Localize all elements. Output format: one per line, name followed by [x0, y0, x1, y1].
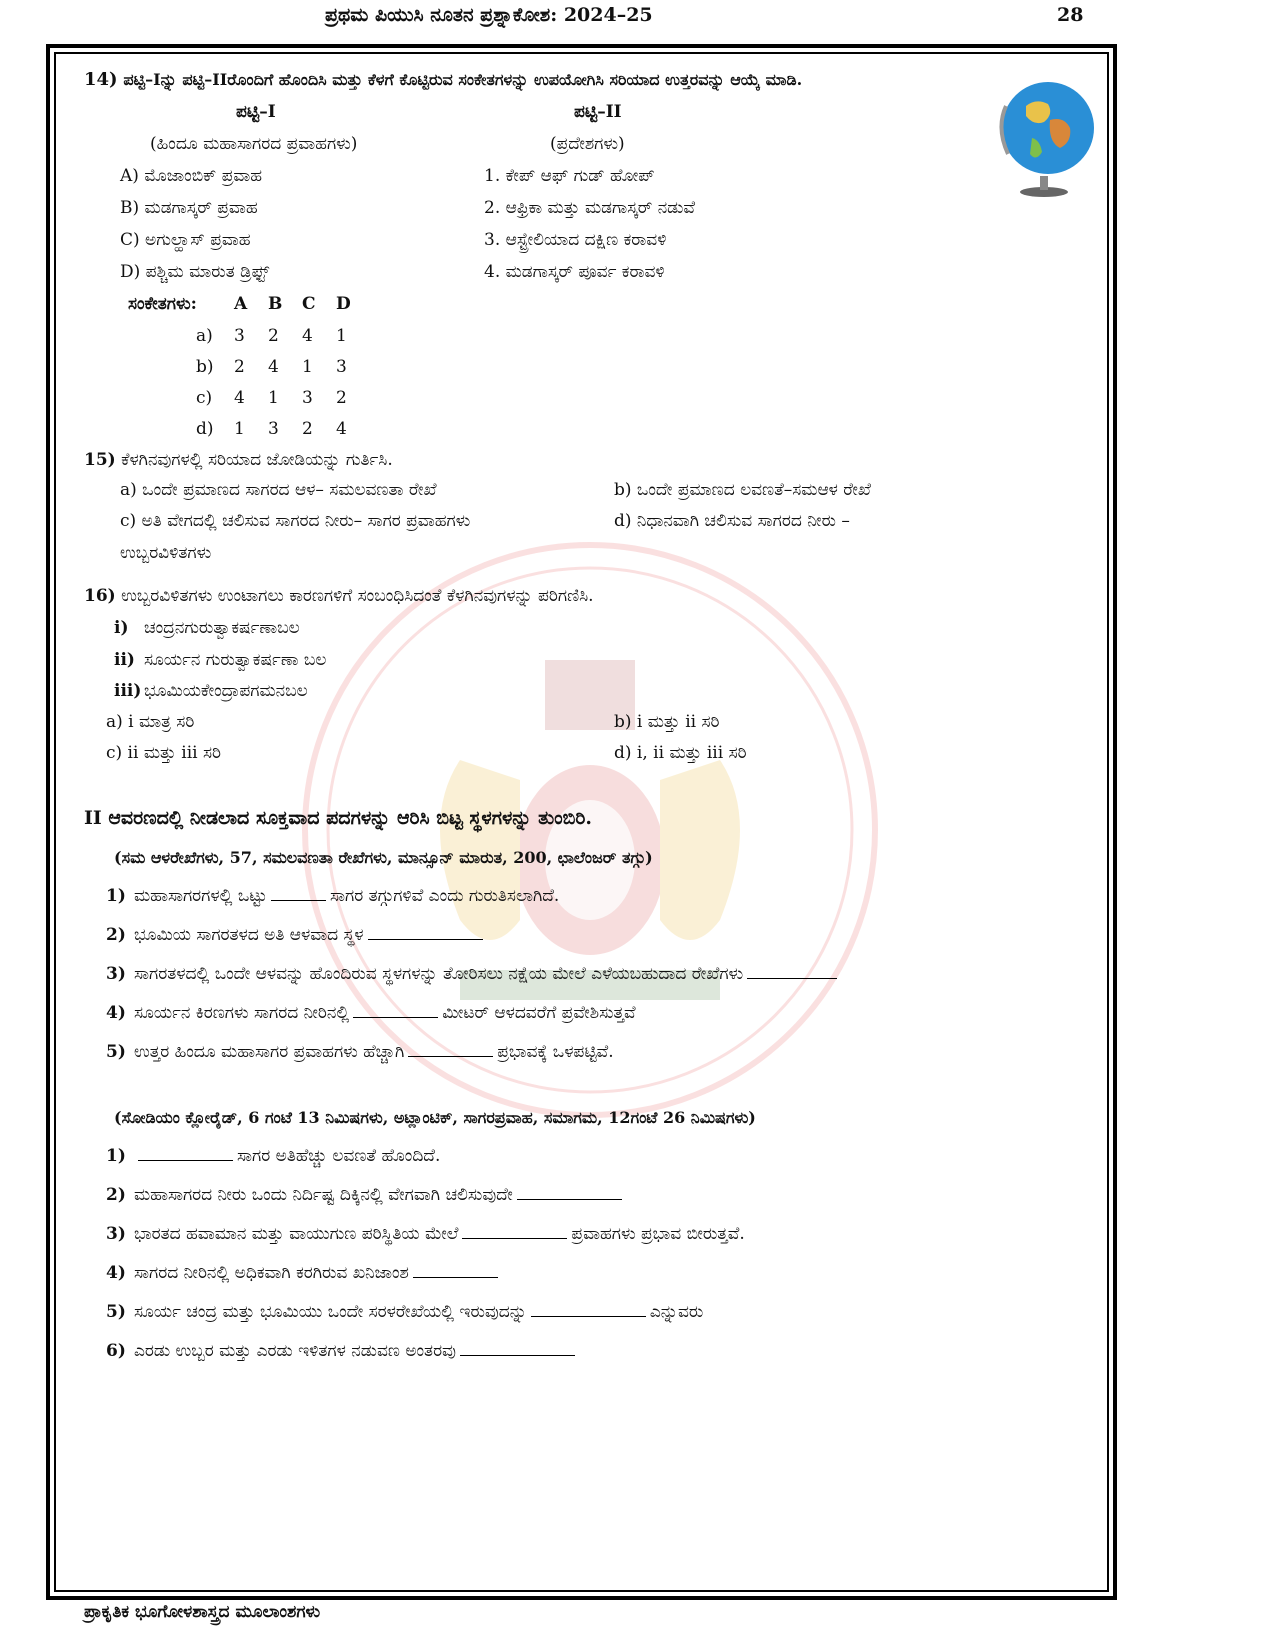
q16-statement: iii) ಭೂಮಿಯಕೇಂದ್ರಾಪಗಮನಬಲ: [114, 681, 308, 701]
list2-subtitle: (ಪ್ರದೇಶಗಳು): [550, 134, 625, 154]
q16-option-d: d) i, ii ಮತ್ತು iii ಸರಿ: [614, 743, 747, 763]
answer-blank[interactable]: [531, 1302, 646, 1317]
list1-item: C) ಅಗುಲ್ಹಾಸ್ ಪ್ರವಾಹ: [120, 230, 251, 250]
section-heading: II ಆವರಣದಲ್ಲಿ ನೀಡಲಾದ ಸೂಕ್ತವಾದ ಪದಗಳನ್ನು ಆರಿಸಿ ಬಿಟ್ಟ ಸ್ಥಳಗಳನ್ನು ತುಂಬಿರಿ.: [84, 807, 593, 829]
list2-item: 4. ಮಡಗಾಸ್ಕರ್ ಪೂರ್ವ ಕರಾವಳಿ: [484, 262, 665, 282]
answer-blank[interactable]: [368, 925, 483, 940]
question-number: 16): [84, 586, 116, 606]
answer-blank[interactable]: [408, 1042, 493, 1057]
answer-blank[interactable]: [462, 1224, 567, 1239]
q16-statement: ii) ಸೂರ್ಯನ ಗುರುತ್ವಾಕರ್ಷಣಾ ಬಲ: [114, 650, 327, 670]
answer-blank[interactable]: [460, 1341, 575, 1356]
fill-item: 5) ಸೂರ್ಯ ಚಂದ್ರ ಮತ್ತು ಭೂಮಿಯು ಒಂದೇ ಸರಳರೇಖೆಯಲ್ಲಿ ಇರುವುದನ್ನು ಎನ್ನುವರು: [106, 1302, 704, 1322]
fill-item: 1) ಸಾಗರ ಅತಿಹೆಚ್ಚು ಲವಣತೆ ಹೊಂದಿದೆ.: [106, 1146, 441, 1166]
codes-row: a) 3 2 4 1: [196, 326, 347, 346]
globe-icon: [988, 76, 1100, 198]
q15-option-d: d) ನಿಧಾನವಾಗಿ ಚಲಿಸುವ ಸಾಗರದ ನೀರು –: [614, 511, 850, 531]
question-number: 14): [84, 69, 118, 90]
fill-item: 2) ಭೂಮಿಯ ಸಾಗರತಳದ ಅತಿ ಆಳವಾದ ಸ್ಥಳ: [106, 923, 487, 947]
answer-blank[interactable]: [138, 1146, 233, 1161]
list1-item: B) ಮಡಗಾಸ್ಕರ್ ಪ್ರವಾಹ: [120, 198, 258, 218]
q15-option-b: b) ಒಂದೇ ಪ್ರಮಾಣದ ಲವಣತೆ–ಸಮಆಳ ರೇಖೆ: [614, 480, 871, 500]
list2-item: 1. ಕೇಪ್ ಆಫ್ ಗುಡ್ ಹೋಪ್: [484, 166, 655, 186]
question-text: ಉಬ್ಬರವಿಳಿತಗಳು ಉಂಟಾಗಲು ಕಾರಣಗಳಿಗೆ ಸಂಬಂಧಿಸಿದಂತೆ ಕೆಳಗಿನವುಗಳನ್ನು ಪರಿಗಣಿಸಿ.: [121, 586, 594, 606]
answer-blank[interactable]: [517, 1185, 622, 1200]
fill-item: 1) ಮಹಾಸಾಗರಗಳಲ್ಲಿ ಒಟ್ಟು ಸಾಗರ ತಗ್ಗುಗಳಿವೆ ಎಂದು ಗುರುತಿಸಲಾಗಿದೆ.: [106, 886, 560, 906]
codes-row: d) 1 3 2 4: [196, 419, 347, 439]
list1-item: A) ಮೊಜಾಂಬಿಕ್ ಪ್ರವಾಹ: [120, 166, 263, 186]
question-text: ಪಟ್ಟಿ–Iನ್ನು ಪಟ್ಟಿ–IIರೊಂದಿಗೆ ಹೊಂದಿಸಿ ಮತ್ತು ಕೆಳಗೆ ಕೊಟ್ಟಿರುವ ಸಂಕೇತಗಳನ್ನು ಉಪಯೋಗಿಸಿ ಸರಿಯಾದ ಉತ್ತರವನ್ನು ಆಯ್ಕೆ ಮಾಡಿ.: [123, 70, 803, 89]
q16-option-a: a) i ಮಾತ್ರ ಸರಿ: [106, 712, 195, 732]
list1-item: D) ಪಶ್ಚಿಮ ಮಾರುತ ಡ್ರಿಫ್ಟ್: [120, 262, 270, 282]
fill-item: 6) ಎರಡು ಉಬ್ಬರ ಮತ್ತು ಎರಡು ಇಳಿತಗಳ ನಡುವಣ ಅಂತರವು: [106, 1339, 579, 1363]
list2-item: 3. ಆಸ್ಟ್ರೇಲಿಯಾದ ದಕ್ಷಿಣ ಕರಾವಳಿ: [484, 230, 667, 250]
codes-label: ಸಂಕೇತಗಳು:: [128, 294, 197, 314]
q16-statement: i) ಚಂದ್ರನಗುರುತ್ವಾಕರ್ಷಣಾಬಲ: [114, 618, 300, 638]
answer-blank[interactable]: [271, 886, 326, 901]
q15-option-c: c) ಅತಿ ವೇಗದಲ್ಲಿ ಚಲಿಸುವ ಸಾಗರದ ನೀರು– ಸಾಗರ ಪ್ರವಾಹಗಳು: [120, 511, 471, 531]
word-bank-2: (ಸೋಡಿಯಂ ಕ್ಲೋರೈಡ್, 6 ಗಂಟೆ 13 ನಿಮಿಷಗಳು, ಅಟ್ಲಾಂಟಿಕ್, ಸಾಗರಪ್ರವಾಹ, ಸಮಾಗಮ, 12ಗಂಟೆ 26 ನಿಮಿಷಗಳು): [114, 1108, 756, 1127]
fill-item: 3) ಭಾರತದ ಹವಾಮಾನ ಮತ್ತು ವಾಯುಗುಣ ಪರಿಸ್ಥಿತಿಯ ಮೇಲೆ ಪ್ರವಾಹಗಳು ಪ್ರಭಾವ ಬೀರುತ್ತವೆ.: [106, 1224, 745, 1244]
q15-prompt: [84, 448, 393, 472]
q16-option-c: c) ii ಮತ್ತು iii ಸರಿ: [106, 743, 221, 763]
codes-header: A B C D: [234, 294, 351, 314]
q14-prompt: [84, 68, 802, 92]
q16-prompt: [84, 584, 594, 608]
page-number: 28: [1057, 4, 1084, 26]
list1-subtitle: (ಹಿಂದೂ ಮಹಾಸಾಗರದ ಪ್ರವಾಹಗಳು): [150, 134, 358, 154]
question-number: 15): [84, 450, 116, 470]
list1-title: ಪಟ್ಟಿ–I: [236, 102, 276, 122]
q16-option-b: b) i ಮತ್ತು ii ಸರಿ: [614, 712, 720, 732]
codes-row: c) 4 1 3 2: [196, 388, 347, 408]
q15-option-a: a) ಒಂದೇ ಪ್ರಮಾಣದ ಸಾಗರದ ಆಳ– ಸಮಲವಣತಾ ರೇಖೆ: [120, 480, 437, 500]
fill-item: 4) ಸಾಗರದ ನೀರಿನಲ್ಲಿ ಅಧಿಕವಾಗಿ ಕರಗಿರುವ ಖನಿಜಾಂಶ: [106, 1261, 502, 1285]
question-text: ಕೆಳಗಿನವುಗಳಲ್ಲಿ ಸರಿಯಾದ ಜೋಡಿಯನ್ನು ಗುರ್ತಿಸಿ.: [121, 450, 393, 470]
list2-item: 2. ಆಫ್ರಿಕಾ ಮತ್ತು ಮಡಗಾಸ್ಕರ್ ನಡುವೆ: [484, 198, 695, 218]
q15-option-d-continued: ಉಬ್ಬರವಿಳಿತಗಳು: [120, 543, 212, 563]
answer-blank[interactable]: [353, 1003, 438, 1018]
header-title: ಪ್ರಥಮ ಪಿಯುಸಿ ನೂತನ ಪ್ರಶ್ನಾಕೋಶ: 2024–25: [325, 4, 653, 26]
fill-item: 5) ಉತ್ತರ ಹಿಂದೂ ಮಹಾಸಾಗರ ಪ್ರವಾಹಗಳು ಹೆಚ್ಚಾಗಿ ಪ್ರಭಾವಕ್ಕೆ ಒಳಪಟ್ಟಿವೆ.: [106, 1042, 614, 1062]
page-footer: ಪ್ರಾಕೃತಿಕ ಭೂಗೋಳಶಾಸ್ತ್ರದ ಮೂಲಾಂಶಗಳು: [84, 1602, 321, 1622]
list2-title: ಪಟ್ಟಿ–II: [574, 102, 622, 122]
answer-blank[interactable]: [413, 1263, 498, 1278]
word-bank-1: (ಸಮ ಆಳರೇಖೆಗಳು, 57, ಸಮಲವಣತಾ ರೇಖೆಗಳು, ಮಾನ್ಸೂನ್ ಮಾರುತ, 200, ಛಾಲೆಂಜರ್ ತಗ್ಗು): [114, 848, 653, 867]
fill-item: 2) ಮಹಾಸಾಗರದ ನೀರು ಒಂದು ನಿರ್ದಿಷ್ಟ ದಿಕ್ಕಿನಲ್ಲಿ ವೇಗವಾಗಿ ಚಲಿಸುವುದೇ: [106, 1183, 626, 1207]
fill-item: 3) ಸಾಗರತಳದಲ್ಲಿ ಒಂದೇ ಆಳವನ್ನು ಹೊಂದಿರುವ ಸ್ಥಳಗಳನ್ನು ತೋರಿಸಲು ನಕ್ಷೆಯ ಮೇಲೆ ಎಳೆಯಬಹುದಾದ ರೇಖೆಗಳು: [106, 962, 841, 986]
codes-row: b) 2 4 1 3: [196, 357, 347, 377]
fill-item: 4) ಸೂರ್ಯನ ಕಿರಣಗಳು ಸಾಗರದ ನೀರಿನಲ್ಲಿ ಮೀಟರ್ ಆಳದವರೆಗೆ ಪ್ರವೇಶಿಸುತ್ತವೆ: [106, 1003, 636, 1023]
answer-blank[interactable]: [747, 964, 837, 979]
